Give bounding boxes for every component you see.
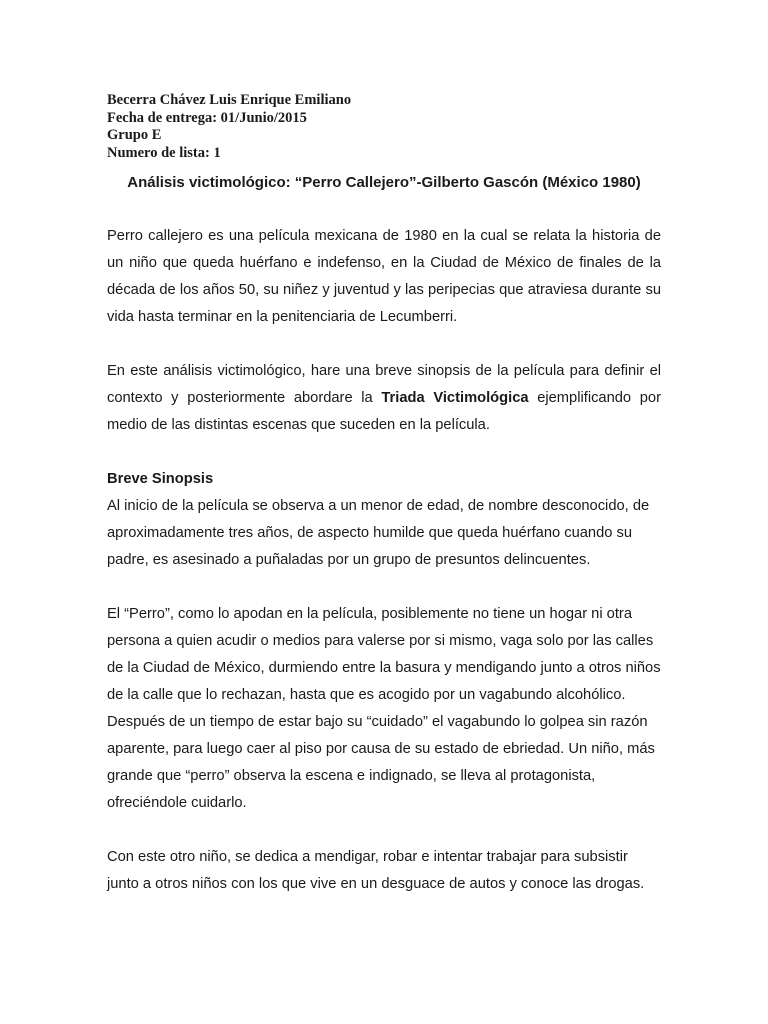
section-heading-sinopsis: Breve Sinopsis (107, 471, 214, 487)
paragraph-sinopsis-2: El “Perro”, como lo apodan en la película, posiblemente no tiene un hogar ni otra persona a quien acudir o medios para valerse por si mismo, vaga solo por las calles de la Ciudad de México, durmiendo entre la basura y mendigando junto a otros niños de la calle que lo rechazan, hasta que es acogido por un vagabundo alcohólico. Después de un tiempo de estar bajo su “cuidado” el vagabundo lo golpea sin razón aparente, para luego caer al piso por causa de su estado de ebriedad. Un niño, más grande que “perro” observa la escena e indignado, se lleva al protagonista, ofreciéndole cuidarlo. (107, 606, 661, 811)
group-label: Grupo E (107, 127, 162, 143)
document-title: Análisis victimológico: “Perro Callejero”-Gilberto Gascón (México 1980) (127, 174, 641, 191)
triada-victimologica-term: Triada Victimológica (381, 390, 529, 406)
paragraph-sinopsis-1: Al inicio de la película se observa a un menor de edad, de nombre desconocido, de aproximadamente tres años, de aspecto humilde que queda huérfano cuando su padre, es asesinado a puñaladas por un grupo de presuntos delincuentes. (107, 498, 650, 568)
list-number: Numero de lista: 1 (107, 144, 221, 161)
paragraph-sinopsis-3: Con este otro niño, se dedica a mendigar, robar e intentar trabajar para subsistir junto a otros niños con los que vive en un desguace de autos y conoce las drogas. (107, 849, 645, 892)
paragraph-intro: Perro callejero es una película mexicana de 1980 en la cual se relata la historia de un niño que queda huérfano e indefenso, en la Ciudad de México de finales de la década de los años 50, su niñez y juventud y las peripecias que atraviesa durante su vida hasta terminar en la penitenciaria de Lecumberri. (107, 228, 661, 325)
author-name: Becerra Chávez Luis Enrique Emiliano (107, 92, 352, 108)
document-body (107, 223, 661, 925)
paragraph-analysis (107, 358, 661, 439)
paragraph-analysis-text-1: En este análisis victimológico, hare una breve sinopsis de la película para definir el contexto y posteriormente abordare la (107, 363, 661, 406)
due-date: Fecha de entrega: 01/Junio/2015 (107, 109, 307, 126)
paragraph-analysis-text-2: ejemplificando por medio de las distintas escenas que suceden en la película. (107, 390, 661, 433)
document-header (107, 92, 351, 162)
